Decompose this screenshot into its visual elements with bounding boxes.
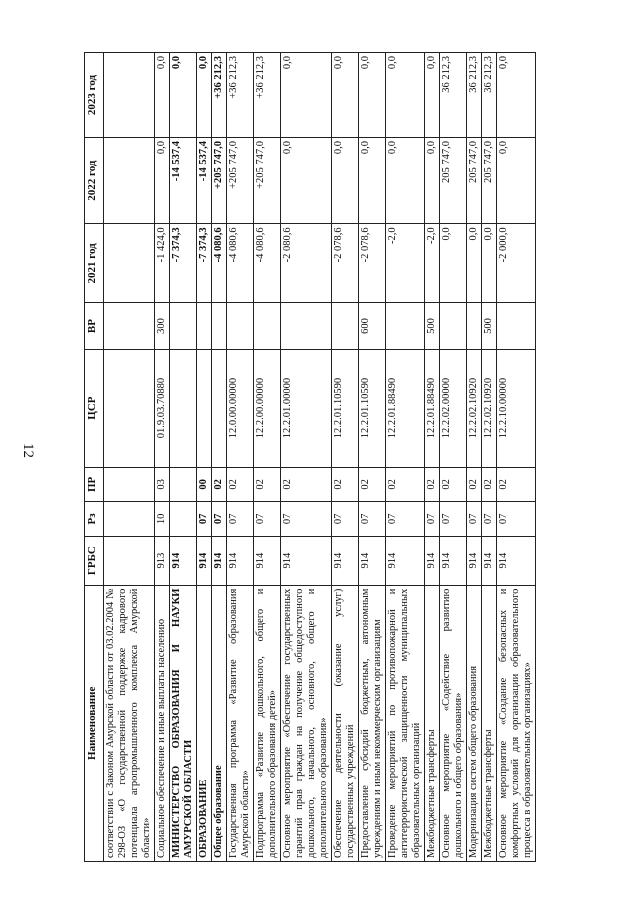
row-name: Межбюджетные трансферты <box>482 585 497 861</box>
row-2023: 36 212,3 <box>440 53 467 138</box>
row-name: Общее образование <box>212 585 227 861</box>
row-2021: 0,0 <box>467 224 482 303</box>
row-vr <box>332 303 359 349</box>
table-row <box>386 53 425 862</box>
header-name: Наименование <box>85 585 104 861</box>
row-name: Проведение мероприятий по противопожарной и антитеррористической защищенности муниципальных образовательных организаций <box>386 585 425 861</box>
table-row <box>227 53 254 862</box>
row-vr: 500 <box>482 303 497 349</box>
row-2022: -14 537,4 <box>170 137 197 223</box>
row-2021: -4 080,6 <box>227 224 254 303</box>
row-grbs: 914 <box>227 536 254 585</box>
table-row <box>197 53 212 862</box>
row-vr <box>281 303 332 349</box>
row-2023: 36 212,3 <box>467 53 482 138</box>
row-rz: 07 <box>359 502 386 537</box>
row-csr: 12.2.01.88490 <box>425 349 440 467</box>
row-csr: 01.9.03.70880 <box>155 349 170 467</box>
row-csr: 12.2.02.10920 <box>482 349 497 467</box>
row-2022: 0,0 <box>497 137 536 223</box>
row-2022: 205 747,0 <box>482 137 497 223</box>
row-vr: 600 <box>359 303 386 349</box>
row-grbs: 914 <box>281 536 332 585</box>
row-pr <box>170 467 197 502</box>
table-row <box>482 53 497 862</box>
row-name: Социальное обеспечение и иные выплаты населению <box>155 585 170 861</box>
row-vr <box>467 303 482 349</box>
header-rz: Рз <box>85 502 104 537</box>
row-csr: 12.2.01.00000 <box>281 349 332 467</box>
row-pr: 02 <box>359 467 386 502</box>
row-csr: 12.2.02.00000 <box>440 349 467 467</box>
header-csr: ЦСР <box>85 349 104 467</box>
row-rz: 07 <box>227 502 254 537</box>
table-header-row <box>85 53 104 862</box>
row-grbs: 914 <box>254 536 281 585</box>
row-2023: 0,0 <box>197 53 212 138</box>
row-vr <box>497 303 536 349</box>
row-pr: 03 <box>155 467 170 502</box>
row-2021 <box>104 224 155 303</box>
table-row <box>332 53 359 862</box>
row-vr <box>197 303 212 349</box>
row-vr <box>440 303 467 349</box>
row-2022: +205 747,0 <box>254 137 281 223</box>
row-grbs: 914 <box>425 536 440 585</box>
row-2022: -14 537,4 <box>197 137 212 223</box>
row-2022: 0,0 <box>281 137 332 223</box>
row-pr: 02 <box>212 467 227 502</box>
row-2023: 0,0 <box>359 53 386 138</box>
row-csr <box>104 349 155 467</box>
row-2021: -4 080,6 <box>212 224 227 303</box>
row-2021: -2 000,0 <box>497 224 536 303</box>
row-2022: 0,0 <box>359 137 386 223</box>
header-2021: 2021 год <box>85 224 104 303</box>
row-vr <box>254 303 281 349</box>
row-grbs: 914 <box>497 536 536 585</box>
row-grbs: 914 <box>440 536 467 585</box>
row-2021: -2,0 <box>386 224 425 303</box>
table-row <box>467 53 482 862</box>
row-vr: 300 <box>155 303 170 349</box>
row-2023: 36 212,3 <box>482 53 497 138</box>
header-2022: 2022 год <box>85 137 104 223</box>
row-2023: 0,0 <box>155 53 170 138</box>
row-vr: 500 <box>425 303 440 349</box>
row-name: Подпрограмма «Развитие дошкольного, общего и дополнительного образования детей» <box>254 585 281 861</box>
row-grbs: 914 <box>332 536 359 585</box>
row-2023: 0,0 <box>386 53 425 138</box>
row-rz: 07 <box>281 502 332 537</box>
rotated-page-content <box>84 52 599 862</box>
header-pr: ПР <box>85 467 104 502</box>
row-csr: 12.2.00.00000 <box>254 349 281 467</box>
row-name: МИНИСТЕРСТВО ОБРАЗОВАНИЯ И НАУКИ АМУРСКОЙ ОБЛАСТИ <box>170 585 197 861</box>
row-2023: 0,0 <box>281 53 332 138</box>
row-2021: -2 078,6 <box>332 224 359 303</box>
row-pr: 02 <box>482 467 497 502</box>
row-rz <box>104 502 155 537</box>
row-2022: 0,0 <box>386 137 425 223</box>
row-csr <box>170 349 197 467</box>
row-2022: 0,0 <box>332 137 359 223</box>
row-rz: 10 <box>155 502 170 537</box>
row-pr: 02 <box>440 467 467 502</box>
row-pr: 00 <box>197 467 212 502</box>
row-2022: 205 747,0 <box>440 137 467 223</box>
row-grbs: 914 <box>386 536 425 585</box>
row-rz: 07 <box>254 502 281 537</box>
row-grbs: 914 <box>197 536 212 585</box>
row-rz <box>170 502 197 537</box>
row-name: Обеспечение деятельности (оказание услуг) государственных учреждений <box>332 585 359 861</box>
row-2021: -1 424,0 <box>155 224 170 303</box>
row-vr <box>212 303 227 349</box>
table-row <box>212 53 227 862</box>
row-name: Государственная программа «Развитие образования Амурской области» <box>227 585 254 861</box>
row-2021: -2 080,6 <box>281 224 332 303</box>
row-2023: 0,0 <box>332 53 359 138</box>
row-2021: 0,0 <box>482 224 497 303</box>
row-rz: 07 <box>425 502 440 537</box>
row-pr: 02 <box>497 467 536 502</box>
table-row <box>170 53 197 862</box>
row-pr: 02 <box>386 467 425 502</box>
row-pr: 02 <box>281 467 332 502</box>
row-pr: 02 <box>332 467 359 502</box>
row-2021: -7 374,3 <box>197 224 212 303</box>
table-row <box>254 53 281 862</box>
table-row <box>359 53 386 862</box>
row-grbs: 914 <box>482 536 497 585</box>
row-2022: +205 747,0 <box>212 137 227 223</box>
row-pr: 02 <box>227 467 254 502</box>
row-2021: -2,0 <box>425 224 440 303</box>
row-grbs: 914 <box>170 536 197 585</box>
row-grbs: 914 <box>212 536 227 585</box>
row-vr <box>386 303 425 349</box>
row-rz: 07 <box>497 502 536 537</box>
row-rz: 07 <box>386 502 425 537</box>
row-rz: 07 <box>482 502 497 537</box>
row-rz: 07 <box>212 502 227 537</box>
page-number: 12 <box>20 443 36 458</box>
row-2023: 0,0 <box>170 53 197 138</box>
row-2021: -2 078,6 <box>359 224 386 303</box>
row-rz: 07 <box>332 502 359 537</box>
row-pr <box>104 467 155 502</box>
row-csr: 12.2.01.10590 <box>332 349 359 467</box>
row-grbs <box>104 536 155 585</box>
row-rz: 07 <box>440 502 467 537</box>
row-csr <box>197 349 212 467</box>
row-name: Модернизация систем общего образования <box>467 585 482 861</box>
header-2023: 2023 год <box>85 53 104 138</box>
row-2023: +36 212,3 <box>254 53 281 138</box>
row-csr: 12.0.00.00000 <box>227 349 254 467</box>
row-csr: 12.2.01.88490 <box>386 349 425 467</box>
row-2023: 0,0 <box>425 53 440 138</box>
row-2022 <box>104 137 155 223</box>
row-2022: 0,0 <box>425 137 440 223</box>
table-row <box>155 53 170 862</box>
table-row <box>281 53 332 862</box>
row-grbs: 913 <box>155 536 170 585</box>
row-csr <box>212 349 227 467</box>
row-2021: -4 080,6 <box>254 224 281 303</box>
row-2023 <box>104 53 155 138</box>
table-row <box>497 53 536 862</box>
row-name: Основное мероприятие «Создание безопасных и комфортных условий для организации образовательного процесса в образовательных организациях» <box>497 585 536 861</box>
row-vr <box>104 303 155 349</box>
table-row <box>425 53 440 862</box>
row-rz: 07 <box>467 502 482 537</box>
row-csr: 12.2.01.10590 <box>359 349 386 467</box>
row-grbs: 914 <box>359 536 386 585</box>
row-2023: +36 212,3 <box>212 53 227 138</box>
row-rz: 07 <box>197 502 212 537</box>
row-2021: 0,0 <box>440 224 467 303</box>
row-2021: -7 374,3 <box>170 224 197 303</box>
row-name: соответствии с Законом Амурской области от 03.02.2004 № 298-ОЗ «О государственной поддержке кадрового потенциала агропромышленного комплекса Амурской области» <box>104 585 155 861</box>
row-grbs: 914 <box>467 536 482 585</box>
budget-table <box>84 52 536 862</box>
row-name: Предоставление субсидий бюджетным, автономным учреждениям и иным некоммерческим организациям <box>359 585 386 861</box>
header-grbs: ГРБС <box>85 536 104 585</box>
row-name: Межбюджетные трансферты <box>425 585 440 861</box>
row-2023: 0,0 <box>497 53 536 138</box>
row-pr: 02 <box>467 467 482 502</box>
row-2023: +36 212,3 <box>227 53 254 138</box>
row-pr: 02 <box>254 467 281 502</box>
row-2022: 205 747,0 <box>467 137 482 223</box>
row-pr: 02 <box>425 467 440 502</box>
row-name: ОБРАЗОВАНИЕ <box>197 585 212 861</box>
row-csr: 12.2.10.00000 <box>497 349 536 467</box>
row-2022: 0,0 <box>155 137 170 223</box>
row-vr <box>227 303 254 349</box>
row-name: Основное мероприятие «Обеспечение государственных гарантий прав граждан на получение общедоступного дошкольного, начального, основного, общего и дополнительного образования» <box>281 585 332 861</box>
header-vr: ВР <box>85 303 104 349</box>
row-2022: +205 747,0 <box>227 137 254 223</box>
table-row <box>440 53 467 862</box>
row-name: Основное мероприятие «Содействие развитию дошкольного и общего образования» <box>440 585 467 861</box>
row-vr <box>170 303 197 349</box>
row-csr: 12.2.02.10920 <box>467 349 482 467</box>
table-row <box>104 53 155 862</box>
